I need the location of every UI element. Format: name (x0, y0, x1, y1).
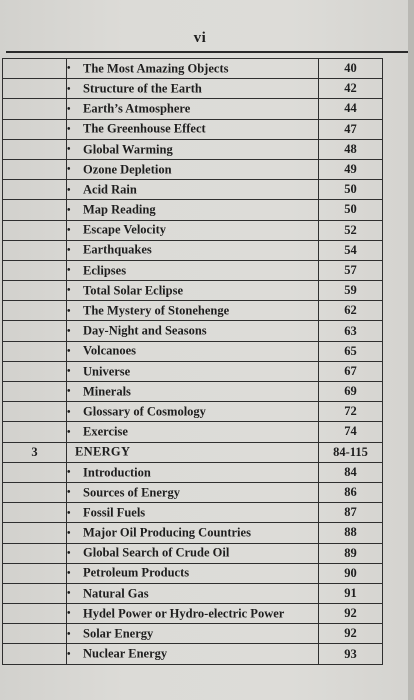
bullet-icon: • (67, 487, 71, 499)
topic-title-cell (67, 200, 319, 220)
chapter-number-cell (3, 220, 67, 240)
page-number-cell: 88 (319, 523, 383, 543)
bullet-icon: • (67, 184, 71, 196)
chapter-number-cell (3, 583, 67, 603)
topic-title: Exercise (83, 424, 128, 439)
topic-row (3, 482, 383, 502)
chapter-number-cell (3, 361, 67, 381)
topic-title: Global Search of Crude Oil (83, 545, 230, 560)
topic-title-cell (67, 119, 319, 139)
topic-title: The Mystery of Stonehenge (83, 303, 230, 318)
topic-title-cell (67, 139, 319, 159)
topic-title-cell (67, 301, 319, 321)
topic-title-cell (67, 482, 319, 502)
page-number-cell: 84-115 (319, 442, 383, 462)
topic-title: Hydel Power or Hydro-electric Power (83, 606, 285, 621)
topic-row (3, 220, 383, 240)
topic-row (3, 99, 383, 119)
page-number-cell: 65 (319, 341, 383, 361)
page-number-cell: 62 (319, 301, 383, 321)
topic-row (3, 361, 383, 381)
bullet-icon: • (67, 204, 71, 216)
page-number-cell: 50 (319, 180, 383, 200)
bullet-icon: • (67, 285, 71, 297)
bullet-icon: • (67, 346, 71, 358)
chapter-number-cell (3, 260, 67, 280)
topic-title: Petroleum Products (83, 566, 190, 581)
topic-title-cell (67, 644, 319, 664)
page-number-cell: 42 (319, 79, 383, 99)
bullet-icon: • (67, 527, 71, 539)
page-number-cell: 89 (319, 543, 383, 563)
topic-title: Earthquakes (83, 243, 152, 258)
topic-title: Structure of the Earth (83, 81, 202, 96)
page-number-cell: 74 (319, 422, 383, 442)
topic-title-cell (67, 240, 319, 260)
topic-row (3, 260, 383, 280)
topic-title: Earth’s Atmosphere (83, 101, 191, 116)
header-rule (6, 51, 412, 53)
chapter-row (3, 442, 383, 462)
bullet-icon: • (67, 568, 71, 580)
topic-title: Acid Rain (83, 182, 137, 197)
bullet-icon: • (67, 63, 71, 75)
topic-row (3, 543, 383, 563)
bullet-icon: • (67, 224, 71, 236)
topic-title: Escape Velocity (83, 222, 166, 237)
topic-title-cell (67, 281, 319, 301)
topic-title-cell (67, 442, 319, 462)
page-number-cell: 52 (319, 220, 383, 240)
page-number-cell: 91 (319, 583, 383, 603)
chapter-number-cell (3, 99, 67, 119)
page-number-cell: 44 (319, 99, 383, 119)
page-number-cell: 69 (319, 382, 383, 402)
topic-row (3, 563, 383, 583)
page-number-cell: 57 (319, 260, 383, 280)
chapter-number-cell (3, 422, 67, 442)
bullet-icon: • (67, 628, 71, 640)
topic-row (3, 523, 383, 543)
page-number-cell: 47 (319, 119, 383, 139)
bullet-icon: • (67, 608, 71, 620)
bullet-icon: • (67, 588, 71, 600)
topic-row (3, 422, 383, 442)
topic-title-cell (67, 402, 319, 422)
bullet-icon: • (67, 325, 71, 337)
bullet-icon: • (67, 507, 71, 519)
topic-row (3, 180, 383, 200)
topic-title-cell (67, 180, 319, 200)
topic-title-cell (67, 159, 319, 179)
page-number-cell: 92 (319, 604, 383, 624)
topic-title: Sources of Energy (83, 485, 180, 500)
chapter-number-cell (3, 644, 67, 664)
bullet-icon: • (67, 426, 71, 438)
bullet-icon: • (67, 648, 71, 660)
topic-row (3, 583, 383, 603)
topic-row (3, 462, 383, 482)
page-number-cell: 87 (319, 503, 383, 523)
topic-title-cell (67, 260, 319, 280)
page-number-cell: 93 (319, 644, 383, 664)
page-number-cell: 48 (319, 139, 383, 159)
chapter-number-cell (3, 321, 67, 341)
topic-row (3, 604, 383, 624)
topic-title: Eclipses (83, 263, 127, 278)
chapter-number-cell (3, 200, 67, 220)
chapter-number-cell (3, 563, 67, 583)
topic-title-cell (67, 361, 319, 381)
topic-title-cell (67, 543, 319, 563)
topic-row (3, 59, 383, 79)
bullet-icon: • (67, 103, 71, 115)
bullet-icon: • (67, 366, 71, 378)
page-number-cell: 50 (319, 200, 383, 220)
topic-title: Major Oil Producing Countries (83, 525, 251, 540)
topic-title-cell (67, 382, 319, 402)
topic-title: Glossary of Cosmology (83, 404, 206, 419)
chapter-number-cell (3, 503, 67, 523)
topic-row (3, 644, 383, 664)
bullet-icon: • (67, 164, 71, 176)
topic-title-cell (67, 220, 319, 240)
page-number-cell: 72 (319, 402, 383, 422)
page-number-cell: 67 (319, 361, 383, 381)
topic-title: Universe (83, 364, 131, 379)
chapter-number-cell (3, 462, 67, 482)
page-number-cell: 86 (319, 482, 383, 502)
topic-title: Day-Night and Seasons (83, 323, 207, 338)
bullet-icon: • (67, 386, 71, 398)
topic-row (3, 281, 383, 301)
page-number-cell: 90 (319, 563, 383, 583)
bullet-icon: • (67, 467, 71, 479)
topic-title-cell (67, 563, 319, 583)
chapter-number-cell (3, 119, 67, 139)
bullet-icon: • (67, 406, 71, 418)
topic-title: Minerals (83, 384, 131, 399)
topic-title-cell (67, 462, 319, 482)
chapter-number-cell (3, 341, 67, 361)
topic-row (3, 341, 383, 361)
chapter-number-cell (3, 624, 67, 644)
topic-title-cell (67, 99, 319, 119)
page-number-cell: 92 (319, 624, 383, 644)
topic-row (3, 503, 383, 523)
bullet-icon: • (67, 245, 71, 257)
topic-title: Total Solar Eclipse (83, 283, 184, 298)
chapter-number-cell (3, 482, 67, 502)
topic-title: Solar Energy (83, 626, 154, 641)
page-number-cell: 54 (319, 240, 383, 260)
chapter-number-cell (3, 523, 67, 543)
chapter-number-cell (3, 402, 67, 422)
page-number-cell: 49 (319, 159, 383, 179)
topic-row (3, 402, 383, 422)
topic-title: The Most Amazing Objects (83, 61, 229, 76)
bullet-icon: • (67, 265, 71, 277)
topic-title: Ozone Depletion (83, 162, 172, 177)
topic-title-cell (67, 341, 319, 361)
bullet-icon: • (67, 547, 71, 559)
contents-table-body (3, 59, 383, 665)
page-number: vi (193, 30, 207, 46)
chapter-number-cell (3, 79, 67, 99)
bullet-icon: • (67, 83, 71, 95)
bullet-icon: • (67, 123, 71, 135)
topic-row (3, 159, 383, 179)
topic-title-cell (67, 604, 319, 624)
topic-title-cell (67, 523, 319, 543)
topic-title: Natural Gas (83, 586, 149, 601)
chapter-number-cell (3, 159, 67, 179)
topic-title-cell (67, 321, 319, 341)
topic-row (3, 382, 383, 402)
topic-title-cell (67, 624, 319, 644)
topic-title: Nuclear Energy (83, 646, 168, 661)
topic-row (3, 79, 383, 99)
topic-title-cell (67, 422, 319, 442)
chapter-number-cell (3, 180, 67, 200)
bullet-icon: • (67, 305, 71, 317)
topic-title: The Greenhouse Effect (83, 121, 206, 136)
page-number-cell: 40 (319, 59, 383, 79)
bullet-icon: • (67, 144, 71, 156)
topic-title: Fossil Fuels (83, 505, 146, 520)
topic-row (3, 624, 383, 644)
topic-title-cell (67, 59, 319, 79)
topic-title-cell (67, 503, 319, 523)
topic-row (3, 119, 383, 139)
chapter-number-cell: 3 (3, 442, 67, 462)
chapter-number-cell (3, 301, 67, 321)
topic-row (3, 301, 383, 321)
topic-row (3, 139, 383, 159)
chapter-number-cell (3, 281, 67, 301)
topic-title-cell (67, 583, 319, 603)
chapter-number-cell (3, 59, 67, 79)
page-edge (408, 0, 414, 700)
topic-title: Global Warming (83, 142, 173, 157)
page-number-cell: 59 (319, 281, 383, 301)
chapter-number-cell (3, 604, 67, 624)
topic-row (3, 321, 383, 341)
chapter-number-cell (3, 240, 67, 260)
topic-title: Introduction (83, 465, 151, 480)
chapter-number-cell (3, 543, 67, 563)
topic-row (3, 200, 383, 220)
chapter-number-cell (3, 139, 67, 159)
page-number-cell: 63 (319, 321, 383, 341)
contents-table (2, 58, 383, 665)
topic-title: Volcanoes (83, 344, 137, 359)
topic-title-cell (67, 79, 319, 99)
chapter-number-cell (3, 382, 67, 402)
page-number-cell: 84 (319, 462, 383, 482)
topic-title: Map Reading (83, 202, 156, 217)
topic-title: ENERGY (75, 444, 131, 459)
topic-row (3, 240, 383, 260)
